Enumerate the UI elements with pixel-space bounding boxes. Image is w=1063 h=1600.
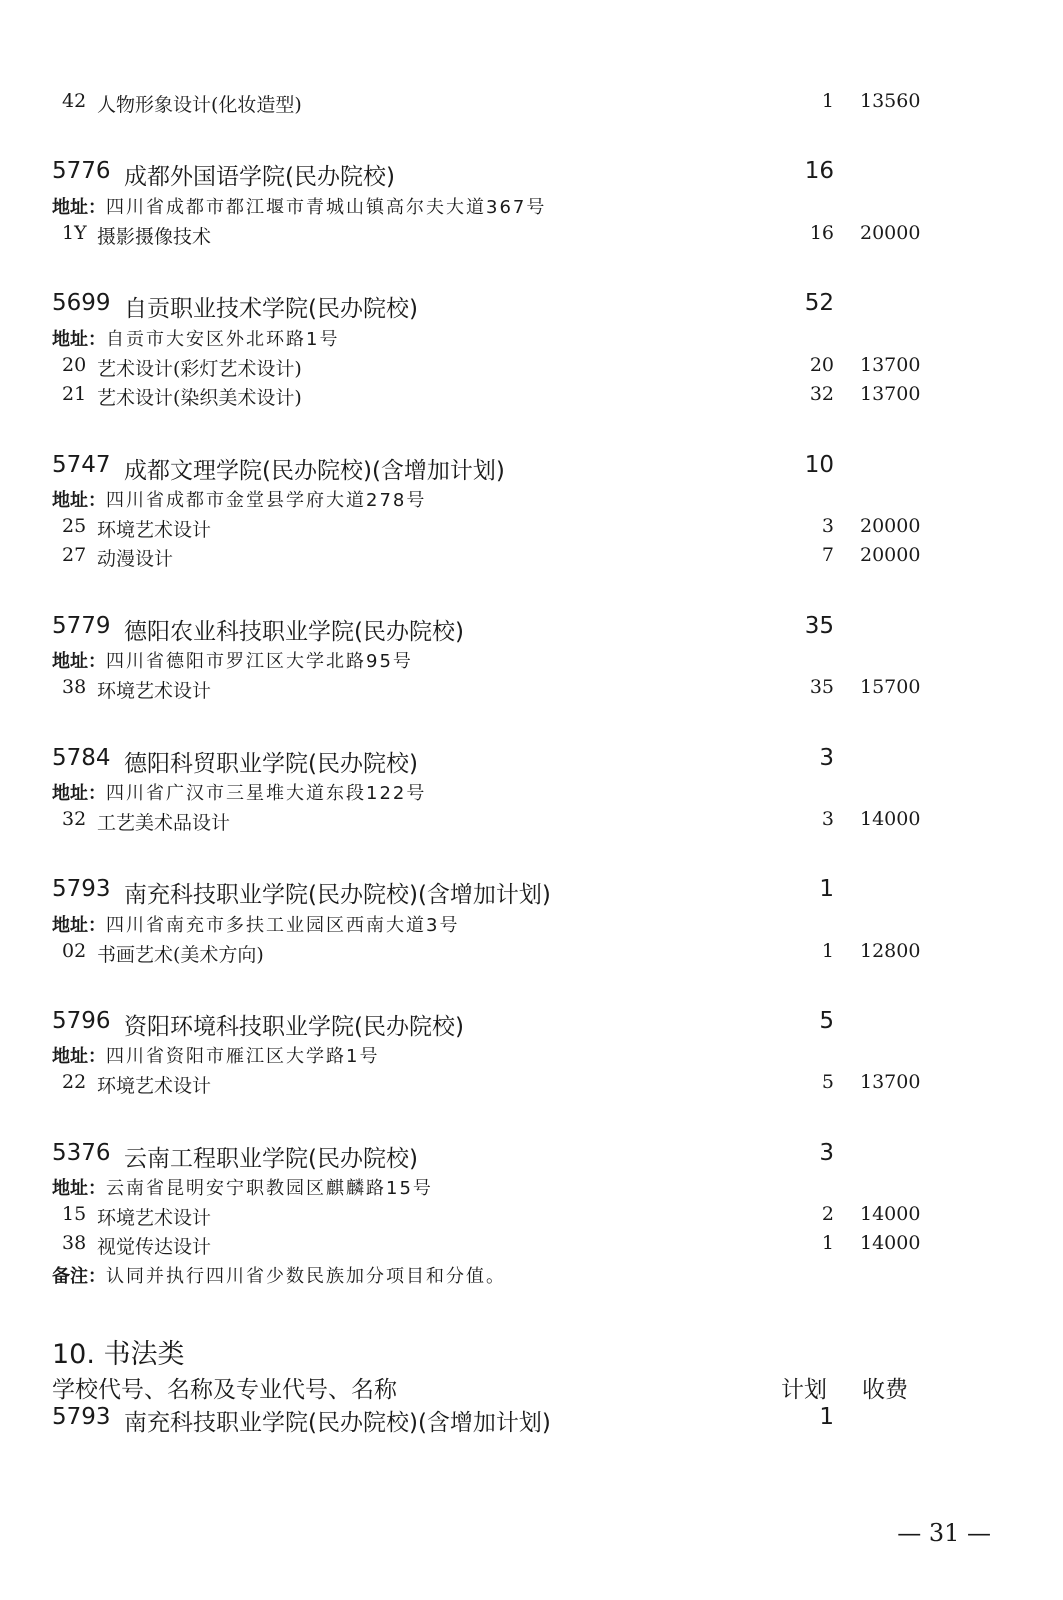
major-code: 38 [62, 676, 87, 698]
school-plan: 10 [804, 452, 834, 478]
major-code: 32 [62, 808, 87, 830]
major-row [62, 1071, 932, 1095]
major-fee: 15700 [860, 676, 921, 698]
major-code: 1Y [62, 222, 87, 244]
school-name: 云南工程职业学院(民办院校) [124, 1146, 418, 1172]
major-row [62, 515, 932, 539]
school-header [52, 1008, 932, 1038]
major-fee: 20000 [860, 544, 921, 566]
school-header [52, 876, 932, 906]
school-plan: 5 [819, 1008, 834, 1034]
major-fee: 13700 [860, 1071, 921, 1093]
major-name: 工艺美术品设计 [97, 812, 231, 834]
school-code: 5793 [52, 876, 111, 902]
address-label: 地址： [52, 490, 106, 511]
address-label: 地址： [52, 197, 106, 218]
school-name: 资阳环境科技职业学院(民办院校) [124, 1014, 464, 1040]
major-row [62, 222, 932, 246]
school-plan: 3 [819, 745, 834, 771]
school-name: 德阳科贸职业学院(民办院校) [124, 751, 418, 777]
school-header [52, 1140, 932, 1170]
address-text: 云南省昆明安宁职教园区麒麟路15号 [106, 1178, 433, 1199]
major-code: 25 [62, 515, 87, 537]
major-fee: 20000 [860, 515, 921, 537]
school-header [52, 158, 932, 188]
major-plan: 35 [809, 676, 834, 698]
school-header [52, 613, 932, 643]
major-name: 环境艺术设计 [97, 1075, 212, 1097]
major-code: 27 [62, 544, 87, 566]
school-name: 自贡职业技术学院(民办院校) [124, 296, 418, 322]
major-plan: 16 [809, 222, 834, 244]
school-plan: 52 [804, 290, 834, 316]
remark [52, 1262, 506, 1288]
major-row [62, 90, 932, 114]
major-code: 20 [62, 354, 87, 376]
address-label: 地址： [52, 1178, 106, 1199]
address-text: 四川省广汉市三星堆大道东段122号 [106, 783, 427, 804]
major-name: 摄影摄像技术 [97, 226, 212, 248]
school-plan: 16 [804, 158, 834, 184]
major-row [62, 1232, 932, 1256]
address-label: 地址： [52, 915, 106, 936]
address-label: 地址： [52, 329, 106, 350]
column-header-plan: 计划 [781, 1377, 827, 1403]
school-code: 5776 [52, 158, 111, 184]
school-address [52, 647, 413, 673]
major-name: 动漫设计 [97, 548, 174, 570]
major-name: 书画艺术(美术方向) [97, 944, 264, 966]
address-label: 地址： [52, 1046, 106, 1067]
major-plan: 3 [821, 515, 834, 537]
school-header [52, 452, 932, 482]
major-plan: 1 [821, 1232, 834, 1254]
major-name: 环境艺术设计 [97, 1207, 212, 1229]
major-row [62, 383, 932, 407]
school-plan: 35 [804, 613, 834, 639]
address-text: 自贡市大安区外北环路1号 [106, 329, 340, 350]
major-name: 艺术设计(染织美术设计) [97, 387, 302, 409]
school-address [52, 779, 426, 805]
major-name: 环境艺术设计 [97, 680, 212, 702]
school-code: 5796 [52, 1008, 111, 1034]
major-plan: 7 [821, 544, 834, 566]
school-address [52, 325, 339, 351]
school-address [52, 1174, 433, 1200]
school-address [52, 911, 459, 937]
school-plan: 1 [819, 1404, 834, 1430]
column-header-fee: 收费 [862, 1377, 908, 1403]
major-plan: 3 [821, 808, 834, 830]
major-plan: 20 [809, 354, 834, 376]
major-plan: 1 [821, 90, 834, 112]
address-text: 四川省成都市金堂县学府大道278号 [106, 490, 427, 511]
major-code: 38 [62, 1232, 87, 1254]
major-plan: 5 [821, 1071, 834, 1093]
major-code: 42 [62, 90, 87, 112]
major-fee: 12800 [860, 940, 921, 962]
school-code: 5793 [52, 1404, 111, 1430]
major-row [62, 676, 932, 700]
school-address [52, 1042, 379, 1068]
school-name: 南充科技职业学院(民办院校)(含增加计划) [124, 882, 551, 908]
address-label: 地址： [52, 651, 106, 672]
school-code: 5747 [52, 452, 111, 478]
section-title: 10. 书法类 [52, 1339, 185, 1370]
major-row [62, 544, 932, 568]
school-name: 德阳农业科技职业学院(民办院校) [124, 619, 464, 645]
school-code: 5779 [52, 613, 111, 639]
school-code: 5376 [52, 1140, 111, 1166]
major-code: 22 [62, 1071, 87, 1093]
school-name: 南充科技职业学院(民办院校)(含增加计划) [124, 1410, 551, 1436]
school-code: 5784 [52, 745, 111, 771]
school-address [52, 193, 546, 219]
major-fee: 14000 [860, 1203, 921, 1225]
school-address [52, 486, 426, 512]
school-name: 成都文理学院(民办院校)(含增加计划) [124, 458, 505, 484]
major-fee: 13560 [860, 90, 921, 112]
column-header-name: 学校代号、名称及专业代号、名称 [52, 1377, 397, 1403]
major-plan: 2 [821, 1203, 834, 1225]
address-text: 四川省成都市都江堰市青城山镇高尔夫大道367号 [106, 197, 547, 218]
remark-text: 认同并执行四川省少数民族加分项目和分值。 [106, 1266, 506, 1287]
major-name: 视觉传达设计 [97, 1236, 212, 1258]
school-plan: 1 [819, 876, 834, 902]
major-row [62, 808, 932, 832]
school-header [52, 1404, 932, 1434]
major-code: 02 [62, 940, 87, 962]
major-fee: 14000 [860, 1232, 921, 1254]
school-header [52, 745, 932, 775]
school-header [52, 290, 932, 320]
major-row [62, 940, 932, 964]
major-code: 21 [62, 383, 87, 405]
school-code: 5699 [52, 290, 111, 316]
address-label: 地址： [52, 783, 106, 804]
major-fee: 13700 [860, 354, 921, 376]
address-text: 四川省南充市多扶工业园区西南大道3号 [106, 915, 460, 936]
major-code: 15 [62, 1203, 87, 1225]
major-name: 人物形象设计(化妆造型) [97, 94, 302, 116]
page-number: — 31 — [897, 1519, 991, 1547]
major-fee: 20000 [860, 222, 921, 244]
major-name: 环境艺术设计 [97, 519, 212, 541]
major-fee: 14000 [860, 808, 921, 830]
major-plan: 1 [821, 940, 834, 962]
remark-label: 备注： [52, 1266, 106, 1287]
major-plan: 32 [809, 383, 834, 405]
major-row [62, 1203, 932, 1227]
address-text: 四川省德阳市罗江区大学北路95号 [106, 651, 413, 672]
major-name: 艺术设计(彩灯艺术设计) [97, 358, 302, 380]
school-plan: 3 [819, 1140, 834, 1166]
major-fee: 13700 [860, 383, 921, 405]
school-name: 成都外国语学院(民办院校) [124, 164, 395, 190]
major-row [62, 354, 932, 378]
address-text: 四川省资阳市雁江区大学路1号 [106, 1046, 380, 1067]
